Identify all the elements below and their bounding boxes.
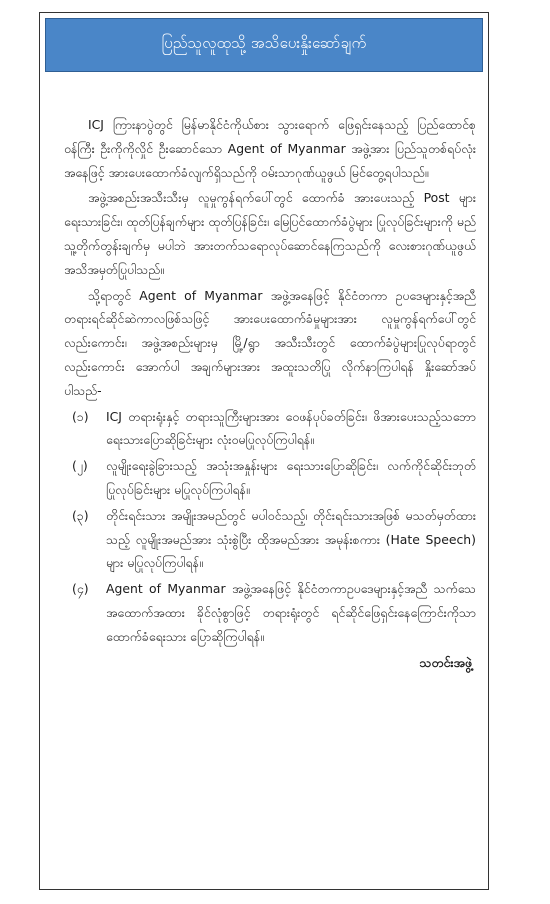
signature: သတင်းအဖွဲ့ [419,654,472,670]
list-item-number: (၄) [72,581,89,597]
list-item-text: တိုင်းရင်းသား အမျိုးအမည်တွင် မပါဝင်သည့်၊ တိုင်းရင်းသားအဖြစ် မသတ်မှတ်ထားသည့် လူမျိုးအမည်အား သုံးစွဲပြီး ထိုအမည်အား အမုန်းစကား (Hate Speech) များ မပြုလုပ်ကြပါရန်။ [106,507,476,571]
list-item [64,577,476,648]
list-item [64,405,476,453]
notice-frame [39,12,489,890]
notice-body [64,113,476,674]
list-item-text: လူမျိုးရေးခွဲခြားသည့် အသုံးအနှုန်းများ ရေးသားပြောဆိုခြင်း၊ လက်ကိုင်ဆိုင်းဘုတ် ပြုလုပ်ခြင်းများ မပြုလုပ်ကြပါရန်။ [106,458,476,497]
list-item-text: Agent of Myanmar အဖွဲ့အနေဖြင့် နိုင်ငံတကာဥပဒေများနှင့်အညီ သက်သေအထောက်အထား ခိုင်လုံစွာဖြင့် တရားရုံးတွင် ရင်ဆိုင်ဖြေရှင်းနေကြောင်းကိုသာ ထောက်ခံရေးသား ပြောဆိုကြပါရန်။ [106,581,476,644]
list-item [64,454,476,502]
paragraph-3: သို့ရာတွင် Agent of Myanmar အဖွဲ့အနေဖြင့် နိုင်ငံတကာ ဥပဒေများနှင့်အညီ တရားရင်ဆိုင်ဆဲကာလဖြစ်သဖြင့် အားပေးထောက်ခံမှုများအား လူမှုကွန်ရက်ပေါ်တွင်လည်းကောင်း၊ အဖွဲ့အစည်းများမှ မြို့/ရွာ အသီးသီးတွင် ထောက်ခံပွဲများပြုလုပ်ရာတွင်လည်းကောင်း အောက်ပါ အချက်များအား အထူးသတိပြု လိုက်နာကြပါရန် နှိုးဆော်အပ်ပါသည်- [64,287,476,398]
list-item-text: ICJ တရားရုံးနှင့် တရားသူကြီးများအား ဝေဖန်ပုပ်ခတ်ခြင်း၊ ဖိအားပေးသည့်သဘော ရေးသားပြောဆိုခြင်းများ လုံးဝမပြုလုပ်ကြပါရန်။ [106,408,476,448]
paragraph-1: ICJ ကြားနာပွဲတွင် မြန်မာနိုင်ငံကိုယ်စား သွားရောက် ဖြေရှင်းနေသည့် ပြည်ထောင်စုဝန်ကြီး ဦးကိုကိုလှိုင် ဦးဆောင်သော Agent of Myanmar အဖွဲ့အား ပြည်သူတစ်ရပ်လုံးအနေဖြင့် အားပေးထောက်ခံလျက်ရှိသည်ကို ဝမ်းသာဂုဏ်ယူဖွယ် မြင်တွေ့ရပါသည်။ [64,117,476,180]
list-item-number: (၁) [72,408,89,424]
notice-title: ပြည်သူလူထုသို့ အသိပေးနှိုးဆော်ချက် [161,34,367,52]
notice-header [45,18,483,72]
paragraph-2: အဖွဲ့အစည်းအသီးသီးမှ လူမှုကွန်ရက်ပေါ်တွင် ထောက်ခံ အားပေးသည့် Post များ ရေးသားခြင်း၊ ထုတ်ပြန်ချက်များ ထုတ်ပြန်ခြင်း၊ မြေပြင်ထောက်ခံပွဲများ ပြုလုပ်ခြင်းများကို မည်သူ့တိုက်တွန်းချက်မှ မပါဘဲ အားတက်သရောလုပ်ဆောင်နေကြသည်ကို လေးစားဂုဏ်ယူဖွယ် အသိအမှတ်ပြုပါသည်။ [64,190,476,277]
list-item-number: (၂) [72,458,88,474]
list-item-number: (၃) [72,507,89,523]
list-item [64,504,476,575]
guideline-list [64,405,476,649]
